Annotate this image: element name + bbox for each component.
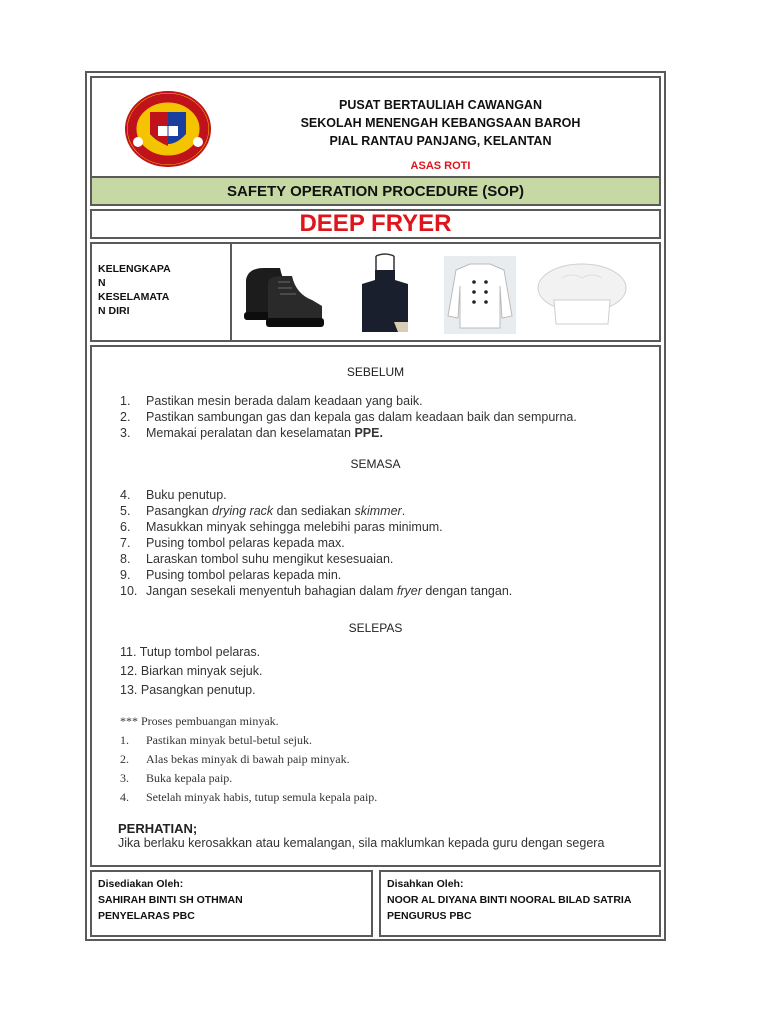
- list-item: 3. Memakai peralatan dan keselamatan PPE.: [120, 426, 383, 440]
- prepared-by-role: PENYELARAS PBC: [98, 910, 195, 922]
- ppe-label-line: N DIRI: [98, 305, 130, 317]
- ppe-label: [92, 244, 232, 340]
- approved-by-role: PENGURUS PBC: [387, 910, 472, 922]
- note-title: PERHATIAN;: [118, 821, 198, 836]
- list-item: 9. Pusing tombol pelaras kepada min.: [120, 568, 342, 582]
- procedure-section: [90, 345, 661, 867]
- list-semasa: [120, 487, 631, 599]
- list-item: 10. Jangan sesekali menyentuh bahagian dalam fryer dengan tangan.: [120, 584, 513, 598]
- list-item: 3. Buka kepala paip.: [120, 771, 233, 785]
- list-item: 1. Pastikan minyak betul-betul sejuk.: [120, 733, 312, 747]
- approved-by-name: NOOR AL DIYANA BINTI NOORAL BILAD SATRIA: [387, 894, 632, 906]
- list-item: 7. Pusing tombol pelaras kepada max.: [120, 536, 345, 550]
- boots-icon: [238, 260, 330, 332]
- ppe-label-line: N: [98, 277, 106, 289]
- subject-label: ASAS ROTI: [410, 160, 471, 172]
- list-item: 8. Laraskan tombol suhu mengikut kesesuaian.: [120, 552, 394, 566]
- list-item: 6. Masukkan minyak sehingga melebihi paras minimum.: [120, 520, 443, 534]
- list-pembuangan: [120, 731, 631, 807]
- school-logo: [124, 90, 212, 168]
- ppe-label-line: KESELAMATA: [98, 291, 170, 303]
- chef-jacket-icon: [444, 256, 516, 334]
- header-section: [90, 76, 661, 176]
- header-line-3: PIAL RANTAU PANJANG, KELANTAN: [329, 134, 552, 148]
- list-item: 11. Tutup tombol pelaras.: [120, 645, 261, 659]
- approved-by-label: Disahkan Oleh:: [387, 878, 464, 890]
- apron-icon: [358, 252, 412, 336]
- school-name-block: [222, 96, 659, 150]
- ppe-label-line: KELENGKAPA: [98, 263, 171, 275]
- heading-selepas: SELEPAS: [348, 621, 403, 635]
- list-item: 4. Setelah minyak habis, tutup semula kepala paip.: [120, 790, 378, 804]
- list-selepas: [120, 643, 631, 700]
- ppe-section: [90, 242, 661, 342]
- note-block: [118, 821, 631, 851]
- prepared-by-cell: [90, 870, 373, 937]
- list-item: 12. Biarkan minyak sejuk.: [120, 664, 263, 678]
- list-item: 2. Pastikan sambungan gas dan kepala gas dalam keadaan baik dan sempurna.: [120, 410, 577, 424]
- list-item: 1. Pastikan mesin berada dalam keadaan yang baik.: [120, 394, 423, 408]
- heading-sebelum: SEBELUM: [346, 365, 405, 379]
- list-item: 13. Pasangkan penutup.: [120, 683, 256, 697]
- prepared-by-name: SAHIRAH BINTI SH OTHMAN: [98, 894, 243, 906]
- approved-by-cell: [379, 870, 661, 937]
- list-item: 5. Pasangkan drying rack dan sediakan skimmer.: [120, 504, 406, 518]
- sop-band: SAFETY OPERATION PROCEDURE (SOP): [90, 176, 661, 206]
- list-item: 2. Alas bekas minyak di bawah paip minyak.: [120, 752, 350, 766]
- signature-section: [90, 870, 661, 937]
- list-item: 4. Buku penutup.: [120, 488, 227, 502]
- header-line-1: PUSAT BERTAULIAH CAWANGAN: [338, 98, 542, 112]
- header-line-2: SEKOLAH MENENGAH KEBANGSAAN BAROH: [300, 116, 581, 130]
- heading-pembuangan: *** Proses pembuangan minyak.: [120, 714, 279, 728]
- sop-sheet: [85, 71, 666, 941]
- prepared-by-label: Disediakan Oleh:: [98, 878, 184, 890]
- note-body: Jika berlaku kerosakkan atau kemalangan, sila maklumkan kepada guru dengan segera: [118, 836, 605, 850]
- page-title: DEEP FRYER: [90, 209, 661, 239]
- chef-hat-icon: [532, 258, 632, 330]
- list-sebelum: [120, 393, 631, 441]
- heading-semasa: SEMASA: [350, 457, 401, 471]
